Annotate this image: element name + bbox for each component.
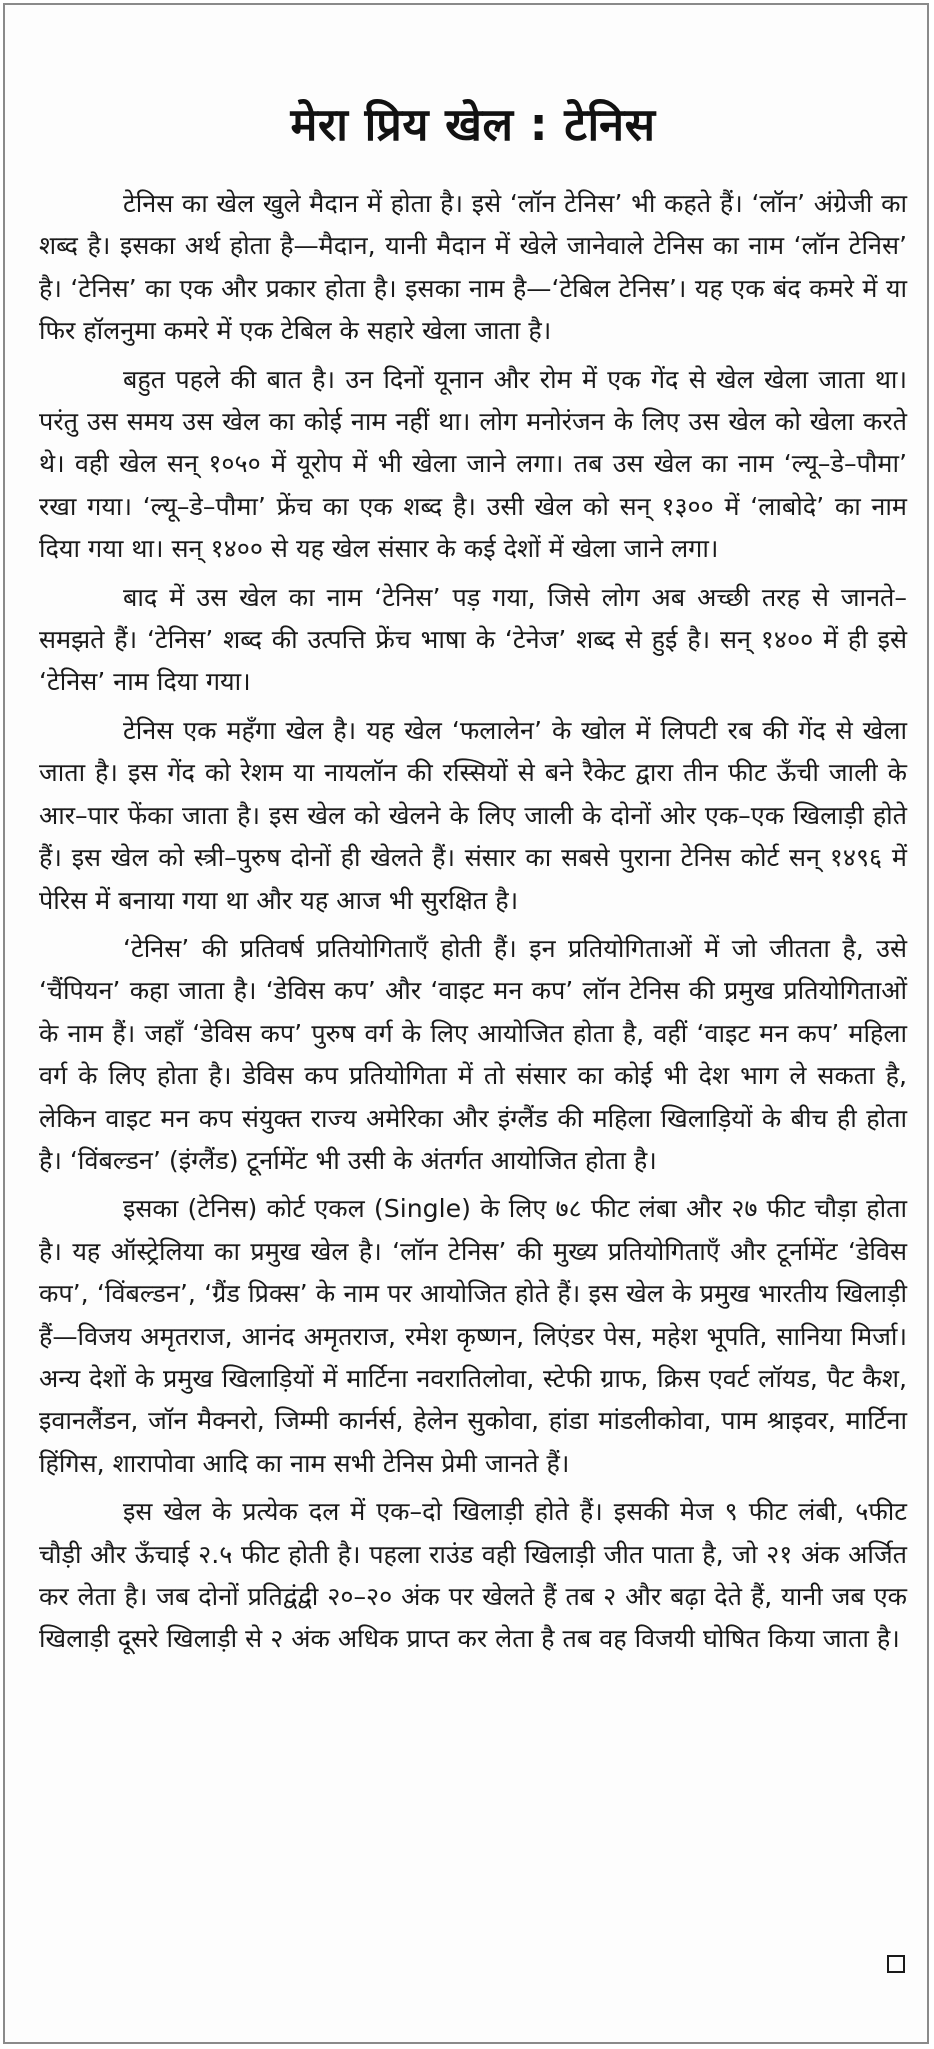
paragraph-history: बहुत पहले की बात है। उन दिनों यूनान और रोम में एक गेंद से खेल खेला जाता था। परंतु उस समय उस खेल का कोई नाम नहीं था। लोग मनोरंजन के लिए उस खेल को खेला करते थे। वही खेल सन् १०५० में यूरोप में भी खेला जाने लगा। तब उस खेल का नाम ‘ल्यू–डे–पौमा’ रखा गया। ‘ल्यू–डे–पौमा’ फ्रेंच का एक शब्द है। उसी खेल को सन् १३०० में ‘लाबोदे’ का नाम दिया गया था। सन् १४०० से यह खेल संसार के कई देशों में खेला जाने लगा। xyxy=(39,364,907,564)
paragraph-competitions: ‘टेनिस’ की प्रतिवर्ष प्रतियोगिताएँ होती हैं। इन प्रतियोगिताओं में जो जीतता है, उसे ‘चैंपियन’ कहा जाता है। ‘डेविस कप’ और ‘वाइट मन कप’ लॉन टेनिस की प्रमुख प्रतियोगिताओं के नाम हैं। जहाँ ‘डेविस कप’ पुरुष वर्ग के लिए आयोजित होता है, वहीं ‘वाइट मन कप’ महिला वर्ग के लिए होता है। डेविस कप प्रतियोगिता में तो संसार का कोई भी देश भाग ले सकता है, लेकिन वाइट मन कप संयुक्त राज्य अमेरिका और इंग्लैंड की महिला खिलाड़ियों के बीच ही होता है। ‘विंबल्डन’ (इंग्लैंड) टूर्नामेंट भी उसी के अंतर्गत आयोजित होता है। xyxy=(39,933,907,1175)
paragraph-introduction: टेनिस का खेल खुले मैदान में होता है। इसे ‘लॉन टेनिस’ भी कहते हैं। ‘लॉन’ अंग्रेजी का शब्द है। इसका अर्थ होता है—मैदान, यानी मैदान में खेले जानेवाले टेनिस का नाम ‘लॉन टेनिस’ है। ‘टेनिस’ का एक और प्रकार होता है। इसका नाम है—‘टेबिल टेनिस’। यह एक बंद कमरे में या फिर हॉलनुमा कमरे में एक टेबिल के सहारे खेला जाता है। xyxy=(39,189,908,346)
paragraph-court-and-players: इसका (टेनिस) कोर्ट एकल (Single) के लिए ७८ फीट लंबा और २७ फीट चौड़ा होता है। यह ऑस्ट्रेलिया का प्रमुख खेल है। ‘लॉन टेनिस’ की मुख्य प्रतियोगिताएँ और टूर्नामेंट ‘डेविस कप’, ‘विंबल्डन’, ‘ग्रैंड प्रिक्स’ के नाम पर आयोजित होते हैं। इस खेल के प्रमुख भारतीय खिलाड़ी हैं—विजय अमृतराज, आनंद अमृतराज, रमेश कृष्णन, लिएंडर पेस, महेश भूपति, सानिया मिर्जा। अन्य देशों के प्रमुख खिलाड़ियों में मार्टिना नवरातिलोवा, स्टेफी ग्राफ, क्रिस एवर्ट लॉयड, पैट कैश, इवानलैंडन, जॉन मैक्नरो, जिम्मी कार्नर्स, हेलेन सुकोवा, हांडा मांडलीकोवा, पाम श्राइवर, मार्टिना हिंगिस, शारापोवा आदि का नाम सभी टेनिस प्रेमी जानते हैं। xyxy=(39,1194,907,1478)
document-page xyxy=(3,3,929,2044)
end-of-article-box-icon xyxy=(887,1955,905,1973)
paragraph-rules: इस खेल के प्रत्येक दल में एक–दो खिलाड़ी होते हैं। इसकी मेज ९ फीट लंबी, ५फीट चौड़ी और ऊँचाई २.५ फीट होती है। पहला राउंड वही खिलाड़ी जीत पाता है, जो २१ अंक अर्जित कर लेता है। जब दोनों प्रतिद्वंद्वी २०–२० अंक पर खेलते हैं तब २ और बढ़ा देते हैं, यानी जब एक खिलाड़ी दूसरे खिलाड़ी से २ अंक अधिक प्राप्त कर लेता है तब वह विजयी घोषित किया जाता है। xyxy=(39,1497,907,1654)
paragraph-name-origin: बाद में उस खेल का नाम ‘टेनिस’ पड़ गया, जिसे लोग अब अच्छी तरह से जानते–समझते हैं। ‘टेनिस’ शब्द की उत्पत्ति फ्रेंच भाषा के ‘टेनेज’ शब्द से हुई है। सन् १४०० में ही इसे ‘टेनिस’ नाम दिया गया। xyxy=(39,582,907,697)
document-body xyxy=(39,97,907,1667)
paragraph-equipment: टेनिस एक महँगा खेल है। यह खेल ‘फलालेन’ के खोल में लिपटी रब की गेंद से खेला जाता है। इस गेंद को रेशम या नायलॉन की रस्सियों से बने रैकेट द्वारा तीन फीट ऊँची जाली के आर–पार फेंका जाता है। इस खेल को खेलने के लिए जाली के दोनों ओर एक–एक खिलाड़ी होते हैं। इस खेल को स्त्री–पुरुष दोनों ही खेलते हैं। संसार का सबसे पुराना टेनिस कोर्ट सन् १४९६ में पेरिस में बनाया गया था और यह आज भी सुरक्षित है। xyxy=(39,715,907,915)
page-title: मेरा प्रिय खेल : टेनिस xyxy=(290,98,656,151)
